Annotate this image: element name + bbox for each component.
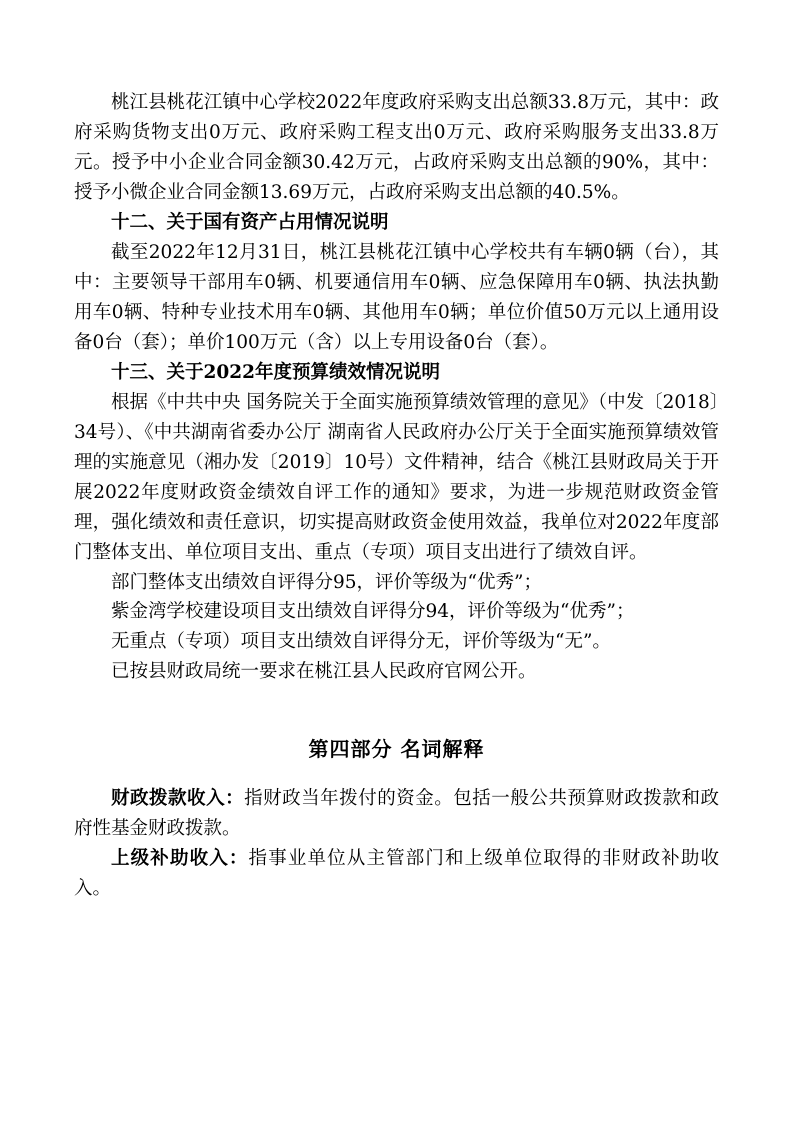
glossary-term-definition: 指事业单位从主管部门和上级单位取得的非财政补助收入。 xyxy=(74,847,719,899)
heading-section-13: 十三、关于2022年度预算绩效情况说明 xyxy=(111,361,440,383)
paragraph-performance-basis: 根据《中共中央 国务院关于全面实施预算绩效管理的意见》（中发〔2018〕34号）、《中共湖南省委办公厅 湖南省人民政府办公厅关于全面实施预算绩效管理的实施意见（湘办发〔2019〕10号）文件精神，结合《桃江县财政局关于开展2022年度财政资金绩效自评工作的通知》要求，为进一步规范财政资金管理，强化绩效和责任意识，切实提高财政资金使用效益，我单位对2022年度部门整体支出、单位项目支出、重点（专项）项目支出进行了绩效自评。 xyxy=(74,391,719,563)
glossary-term-label: 上级补助收入： xyxy=(111,847,249,869)
paragraph-special-project-score: 无重点（专项）项目支出绩效自评得分无，评价等级为“无”。 xyxy=(111,631,611,653)
paragraph-overall-score: 部门整体支出绩效自评得分95，评价等级为“优秀”； xyxy=(111,571,542,593)
heading-section-12: 十二、关于国有资产占用情况说明 xyxy=(111,211,389,233)
glossary-term-label: 财政拨款收入： xyxy=(111,787,245,809)
glossary-item-superior-subsidy xyxy=(74,844,719,904)
document-body xyxy=(74,88,719,904)
paragraph-state-assets: 截至2022年12月31日，桃江县桃花江镇中心学校共有车辆0辆（台），其中：主要领导干部用车0辆、机要通信用车0辆、应急保障用车0辆、执法执勤用车0辆、特种专业技术用车0辆、其他用车0辆；单位价值50万元以上通用设备0台（套）；单价100万元（含）以上专用设备0台（套）。 xyxy=(74,241,719,353)
paragraph-project-score: 紫金湾学校建设项目支出绩效自评得分94，评价等级为“优秀”； xyxy=(111,601,635,623)
paragraph-disclosure-note: 已按县财政局统一要求在桃江县人民政府官网公开。 xyxy=(111,661,537,683)
glossary-item-fiscal-appropriation xyxy=(74,784,719,844)
glossary-term-definition: 指财政当年拨付的资金。包括一般公共预算财政拨款和政府性基金财政拨款。 xyxy=(74,787,719,839)
part-four-title: 第四部分 名词解释 xyxy=(308,737,485,762)
paragraph-procurement-summary: 桃江县桃花江镇中心学校2022年度政府采购支出总额33.8万元，其中：政府采购货物支出0万元、政府采购工程支出0万元、政府采购服务支出33.8万元。授予中小企业合同金额30.42万元，占政府采购支出总额的90%，其中：授予小微企业合同金额13.69万元，占政府采购支出总额的40.5%。 xyxy=(74,92,719,203)
